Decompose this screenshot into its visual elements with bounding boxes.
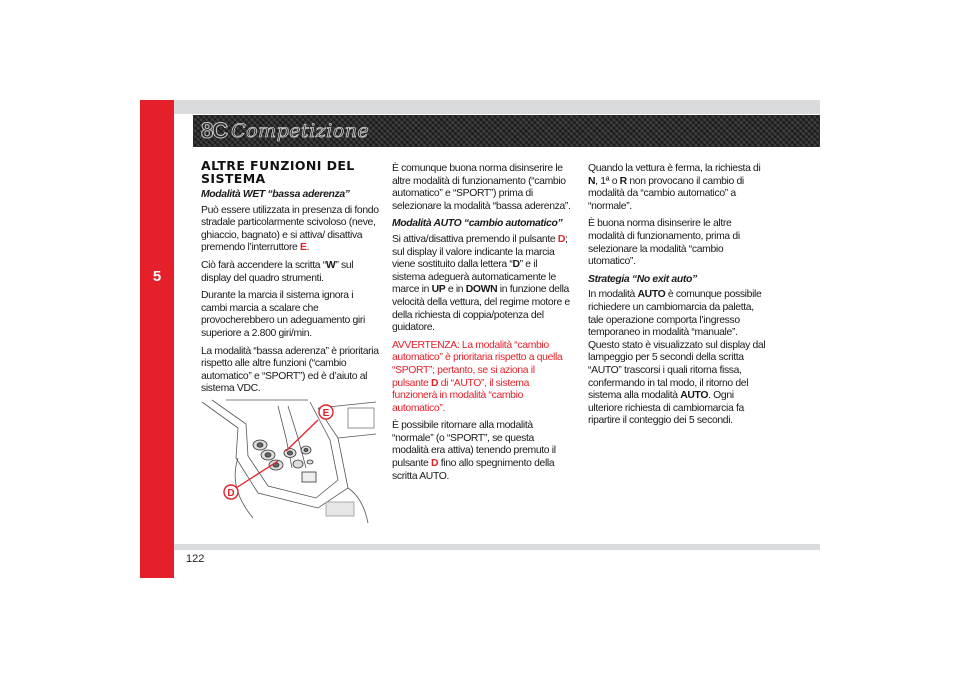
section-title: ALTRE FUNZIONI DEL SISTEMA <box>201 158 355 186</box>
subheading-no-exit: Strategia “No exit auto” <box>588 273 697 285</box>
key-w: W <box>325 259 336 271</box>
chapter-number: 5 <box>152 268 162 285</box>
console-illustration <box>198 398 378 526</box>
column-2 <box>392 163 572 488</box>
brand-logo <box>201 117 369 145</box>
page-number: 122 <box>186 553 205 565</box>
paragraph: Durante la marcia il sistema ignora i cambi marcia a scalare che provocherebbero un adeguamento giri superiore a 2.800 giri/min. <box>201 290 365 339</box>
paragraph: Si attiva/disattiva premendo il pulsante D; sul display il valore indicante la marcia viene sostituito dalla lettera “D” e il sistema adeguerà automaticamente le marce in UP e in DOWN in funzione della velocità della vettura, del regime motore e della richiesta di coppia/potenza del guidatore. <box>392 233 570 334</box>
top-rule <box>174 100 820 114</box>
paragraph: È comunque buona norma disinserire le altre modalità di funzionamento (“cambio automatico” e “SPORT”) prima di selezionare la modalità “bassa aderenza”. <box>392 163 571 212</box>
chapter-strip <box>140 100 174 578</box>
column-3 <box>588 163 768 433</box>
paragraph: Ciò farà accendere la scritta “W” sul display del quadro strumenti. <box>201 259 354 284</box>
callout-d-label: D <box>227 488 235 499</box>
paragraph: È buona norma disinserire le altre modalità di funzionamento, prima di selezionare la modalità “cambio utomatico”. <box>588 218 740 268</box>
column-1 <box>201 160 379 401</box>
paragraph: Quando la vettura è ferma, la richiesta di N, 1ª o R non provocano il cambio di modalità da “cambio automatico” a “normale”. <box>588 163 761 212</box>
paragraph: In modalità AUTO è comunque possibile richiedere un cambiomarcia da paletta, tale operazione comporta l’ingresso temporaneo in modalità “manuale”. Questo stato è visualizzato sul display dal lampeggio per 5 secondi della scritta “AUTO” trascorsi i quali ritorna fissa, confermando in tal modo, il ritorno del sistema alla modalità AUTO. Ogni ulteriore richiesta di cambiomarcia fa ripartire il conteggio dei 5 secondi. <box>588 289 766 427</box>
paragraph: La modalità “bassa aderenza” è prioritaria rispetto alle altre funzioni (“cambio automatico” e “SPORT”) ed è d’aiuto al sistema VDC. <box>201 345 379 395</box>
header-banner <box>193 115 820 147</box>
subheading-auto: Modalità AUTO “cambio automatico” <box>392 218 563 230</box>
paragraph: Può essere utilizzata in presenza di fondo stradale particolarmente scivoloso (neve, ghiaccio, bagnato) e si attiva/ disattiva premendo l’interruttore E. <box>201 204 379 254</box>
logo-mark: 8C <box>201 118 228 143</box>
bottom-rule <box>174 544 820 550</box>
key-e: E <box>300 242 307 254</box>
warning-paragraph: AVVERTENZA: La modalità “cambio automatico” è prioritaria rispetto a quella “SPORT”; pertanto, se si aziona il pulsante D di “AUTO”, il sistema funzionerà in modalità “cambio automatico”. <box>392 339 563 414</box>
logo-script: Competizione <box>231 120 370 142</box>
subheading-wet: Modalità WET “bassa aderenza” <box>201 189 350 200</box>
callout-e-label: E <box>322 408 330 419</box>
paragraph: È possibile ritornare alla modalità “normale” (o “SPORT”, se questa modalità era attiva) tenendo premuto il pulsante D fino allo spegnimento della scritta AUTO. <box>392 420 556 482</box>
